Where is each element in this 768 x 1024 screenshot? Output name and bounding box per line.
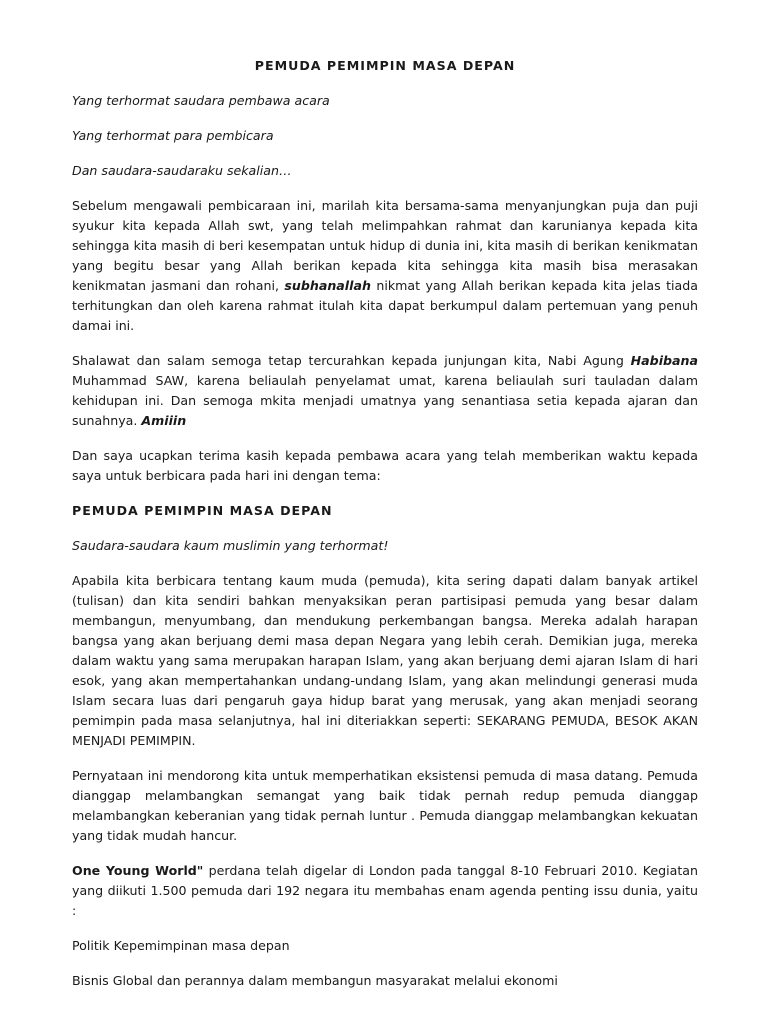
shalawat-text-1: Shalawat dan salam semoga tetap tercurahkan kepada junjungan kita, Nabi Agung (72, 353, 631, 368)
opening-paragraph-text-1: Sebelum mengawali pembicaraan ini, marilah kita bersama-sama menyanjungkan puja dan puji syukur kita kepada Allah swt, yang telah melimpahkan rahmat dan karunianya kepada kita sehingga kita masih di beri kesempatan untuk hidup di dunia ini, kita masih di berikan kenikmatan yang begitu besar yang Allah berikan kepada kita sehingga kita masih bisa merasakan kenikmatan jasmani dan rohani, (72, 198, 698, 293)
youth-paragraph: Apabila kita berbicara tentang kaum muda (pemuda), kita sering dapati dalam banyak artikel (tulisan) dan kita sendiri bahkan menyaksikan peran partisipasi pemuda yang besar dalam membangun, menyumbang, dan mendukung perkembangan bangsa. Mereka adalah harapan bangsa yang akan berjuang demi masa depan Negara yang lebih cerah. Demikian juga, mereka dalam waktu yang sama merupakan harapan Islam, yang akan berjuang demi ajaran Islam di hari esok, yang akan mempertahankan undang-undang Islam, yang akan melindungi generasi muda Islam secara luas dari pengaruh gaya hidup barat yang merusak, yang akan menjadi seorang pemimpin pada masa selanjutnya, hal ini diteriakkan seperti: SEKARANG PEMUDA, BESOK AKAN MENJADI PEMIMPIN. (72, 573, 698, 748)
greeting-line-3: Dan saudara-saudaraku sekalian… (72, 163, 292, 178)
opening-paragraph (72, 196, 698, 336)
theme-heading: PEMUDA PEMIMPIN MASA DEPAN (72, 503, 333, 518)
document-title: PEMUDA PEMIMPIN MASA DEPAN (254, 58, 516, 73)
agenda-item-2: Bisnis Global dan perannya dalam membangun masyarakat melalui ekonomi (72, 973, 558, 988)
audience-greeting: Saudara-saudara kaum muslimin yang terhormat! (72, 538, 389, 553)
one-young-world-text: perdana telah digelar di London pada tanggal 8-10 Februari 2010. Kegiatan yang diikuti 1.500 pemuda dari 192 negara itu membahas enam agenda penting issu dunia, yaitu : (72, 863, 698, 918)
subhanallah-emphasis: subhanallah (284, 278, 371, 293)
one-young-world-bold: One Young World" (72, 863, 204, 878)
amiiin-emphasis: Amiiin (141, 413, 187, 428)
opening-paragraph-text-2: nikmat yang Allah berikan kepada kita jelas tiada terhitungkan dan oleh karena rahmat itulah kita dapat berkumpul dalam pertemuan yang penuh damai ini. (72, 278, 698, 333)
greeting-line-2: Yang terhormat para pembicara (72, 128, 274, 143)
one-young-world-paragraph (72, 861, 698, 921)
habibana-emphasis: Habibana (630, 353, 698, 368)
shalawat-paragraph (72, 351, 698, 431)
thanks-paragraph: Dan saya ucapkan terima kasih kepada pembawa acara yang telah memberikan waktu kepada saya untuk berbicara pada hari ini dengan tema: (72, 448, 698, 483)
shalawat-text-2: Muhammad SAW, karena beliaulah penyelamat umat, karena beliaulah suri tauladan dalam kehidupan ini. Dan semoga mkita menjadi umatnya yang senantiasa setia kepada ajaran dan sunahnya. (72, 373, 698, 428)
statement-paragraph: Pernyataan ini mendorong kita untuk memperhatikan eksistensi pemuda di masa datang. Pemuda dianggap melambangkan semangat yang baik tidak pernah redup pemuda dianggap melambangkan keberanian yang tidak pernah luntur . Pemuda dianggap melambangkan kekuatan yang tidak mudah hancur. (72, 768, 698, 843)
greeting-line-1: Yang terhormat saudara pembawa acara (72, 93, 330, 108)
agenda-item-1: Politik Kepemimpinan masa depan (72, 938, 290, 953)
